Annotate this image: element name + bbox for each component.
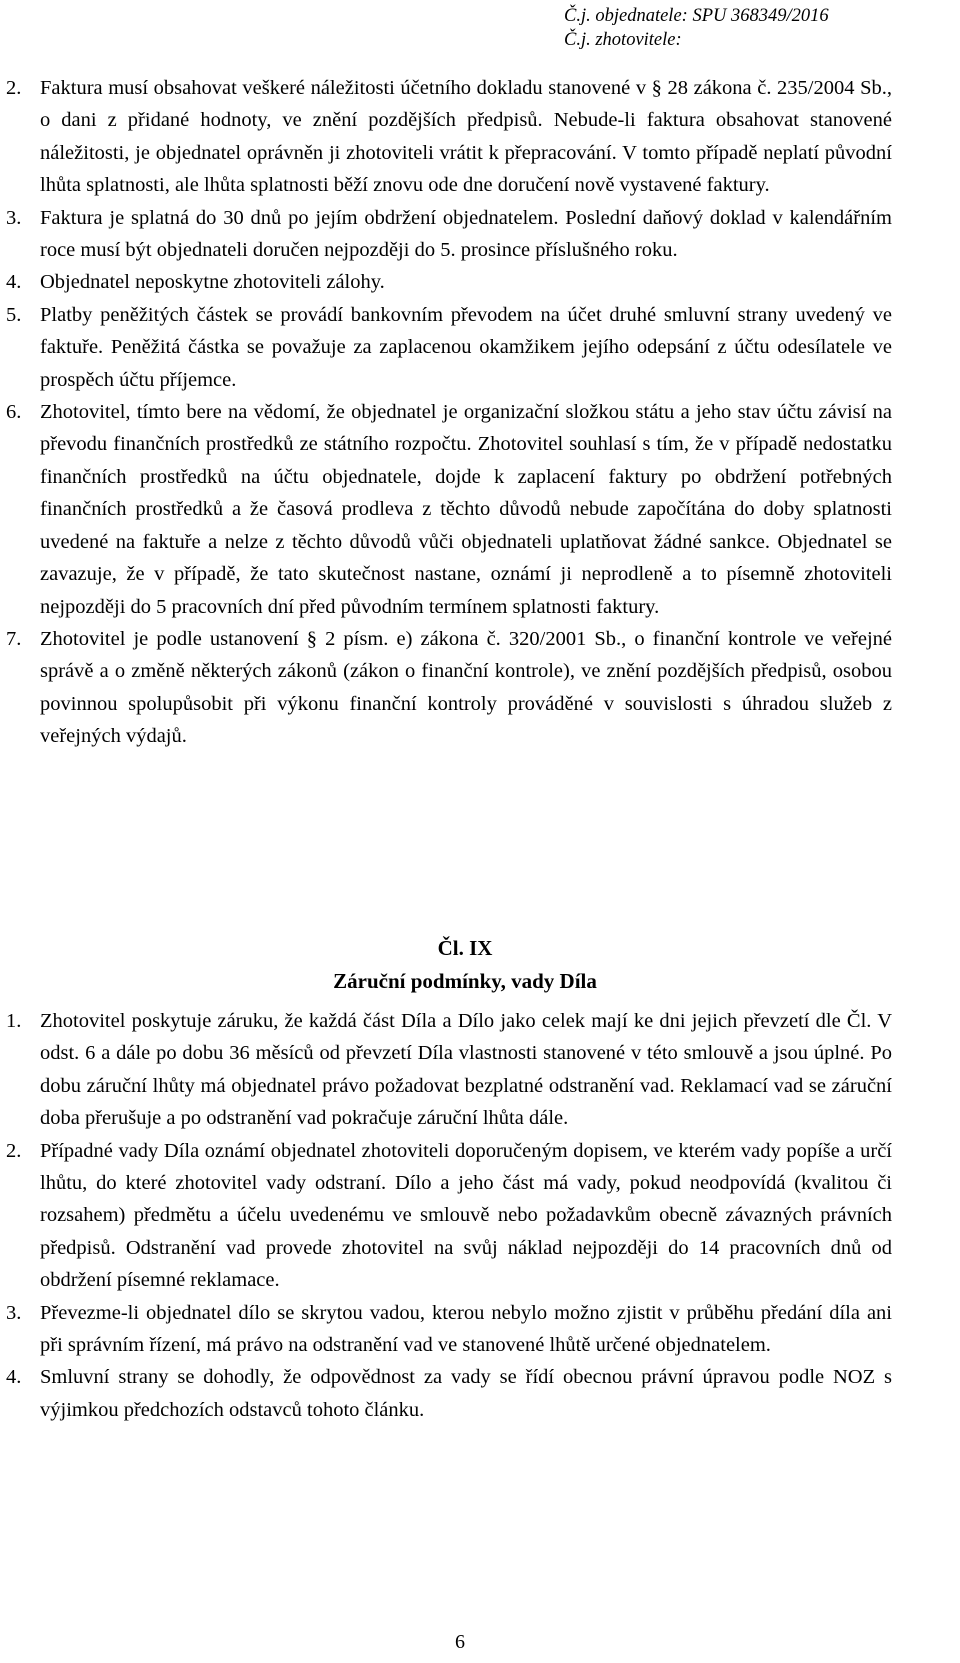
warranty-terms-list — [0, 1005, 960, 1426]
list-item — [0, 72, 960, 202]
item-number: 1. — [6, 1010, 22, 1032]
list-item — [0, 396, 960, 623]
list-item — [0, 1361, 960, 1426]
item-text: Případné vady Díla oznámí objednatel zhotoviteli doporučeným dopisem, ve kterém vady popíše a určí lhůtu, do které zhotovitel vady odstraní. Dílo a jeho část má vady, pokud neodpovídá (kvalitou či rozsahem) předmětu a účelu uvedenému ve smlouvě nebo požadavkům obecně závazných právních předpisů. Odstranění vad provede zhotovitel na svůj náklad nejpozději do 14 pracovních dnů od obdržení písemné reklamace. — [40, 1139, 892, 1292]
contractor-reference-number: Č.j. zhotovitele: — [564, 30, 682, 50]
item-text: Platby peněžitých částek se provádí bankovním převodem na účet druhé smluvní strany uvedený ve faktuře. Peněžitá částka se považuje za zaplacenou okamžikem jejího odepsání z účtu odesílatele ve prospěch účtu příjemce. — [40, 303, 892, 391]
item-text: Faktura je splatná do 30 dnů po jejím obdržení objednatelem. Poslední daňový doklad v kalendářním roce musí být objednateli doručen nejpozději do 5. prosince příslušného roku. — [40, 206, 892, 262]
item-number: 2. — [6, 1139, 22, 1162]
item-number: 6. — [6, 401, 22, 424]
list-item — [0, 266, 960, 298]
list-item — [0, 1135, 960, 1297]
item-number: 4. — [6, 1366, 22, 1389]
item-number: 3. — [6, 1301, 22, 1324]
item-text: Zhotovitel je podle ustanovení § 2 písm. e) zákona č. 320/2001 Sb., o finanční kontrole ve veřejné správě a o změně některých zákonů (zákon o finanční kontrole), ve znění pozdějších předpisů, osobou povinnou spolupůsobit při výkonu finanční kontroly prováděné v souvislosti s úhradou služeb z veřejných výdajů. — [40, 627, 892, 748]
item-text: Zhotovitel, tímto bere na vědomí, že objednatel je organizační složkou státu a jeho stav účtu závisí na převodu finančních prostředků ze státního rozpočtu. Zhotovitel souhlasí s tím, že v případě nedostatku finančních prostředků na účtu objednatele, dojde k zaplacení faktury po obdržení potřebných finančních prostředků a že časová prodleva z těchto důvodů nebude započítána do doby splatnosti uvedené na faktuře a nelze z těchto důvodů vůči objednateli uplatňovat žádné sankce. Objednatel se zavazuje, že v případě, že tato skutečnost nastane, oznámí ji neprodleně a to písemně zhotoviteli nejpozději do 5 pracovních dní před původním termínem splatnosti faktury. — [40, 401, 892, 618]
item-number: 5. — [6, 303, 22, 326]
item-text: Zhotovitel poskytuje záruku, že každá část Díla a Dílo jako celek mají ke dni jejich převzetí dle Čl. V odst. 6 a dále po dobu 36 měsíců od převzetí Díla vlastnosti stanovené v této smlouvě a jsou úplné. Po dobu záruční lhůty má objednatel právo požadovat bezplatné odstranění vad. Reklamací vad se záruční doba přerušuje a po odstranění vad pokračuje záruční lhůta dále. — [40, 1010, 892, 1130]
item-number: 2. — [6, 77, 22, 99]
list-item — [0, 202, 960, 267]
document-reference-header — [564, 4, 894, 52]
item-number: 4. — [6, 271, 22, 294]
item-text: Objednatel neposkytne zhotoviteli zálohy. — [40, 271, 385, 294]
page-number: 6 — [455, 1631, 465, 1653]
item-number: 3. — [6, 206, 22, 229]
item-text: Faktura musí obsahovat veškeré náležitosti účetního dokladu stanovené v § 28 zákona č. 235/2004 Sb., o dani z přidané hodnoty, ve znění pozdějších předpisů. Nebude-li faktura obsahovat stanovené náležitosti, je objednatel oprávněn ji zhotoviteli vrátit k přepracování. V tomto případě neplatí původní lhůta splatnosti, ale lhůta splatnosti běží znovu ode dne doručení nově vystavené faktury. — [40, 77, 892, 197]
list-item — [0, 1297, 960, 1362]
item-text: Smluvní strany se dohodly, že odpovědnost za vady se řídí obecnou právní úpravou podle NOZ s výjimkou předchozích odstavců tohoto článku. — [40, 1366, 892, 1421]
list-item — [0, 299, 960, 396]
payment-terms-list — [0, 72, 960, 753]
list-item — [0, 1005, 960, 1135]
item-number: 7. — [6, 627, 22, 650]
article-title: Záruční podmínky, vady Díla — [333, 969, 597, 993]
list-item — [0, 623, 960, 753]
item-text: Převezme-li objednatel dílo se skrytou vadou, kterou nebylo možno zjistit v průběhu předání díla ani při správním řízení, má právo na odstranění vad ve stanovené lhůtě určené objednatelem. — [40, 1301, 892, 1357]
client-reference-number: Č.j. objednatele: SPU 368349/2016 — [564, 6, 829, 26]
article-heading — [0, 932, 960, 998]
article-number: Čl. IX — [437, 936, 493, 960]
